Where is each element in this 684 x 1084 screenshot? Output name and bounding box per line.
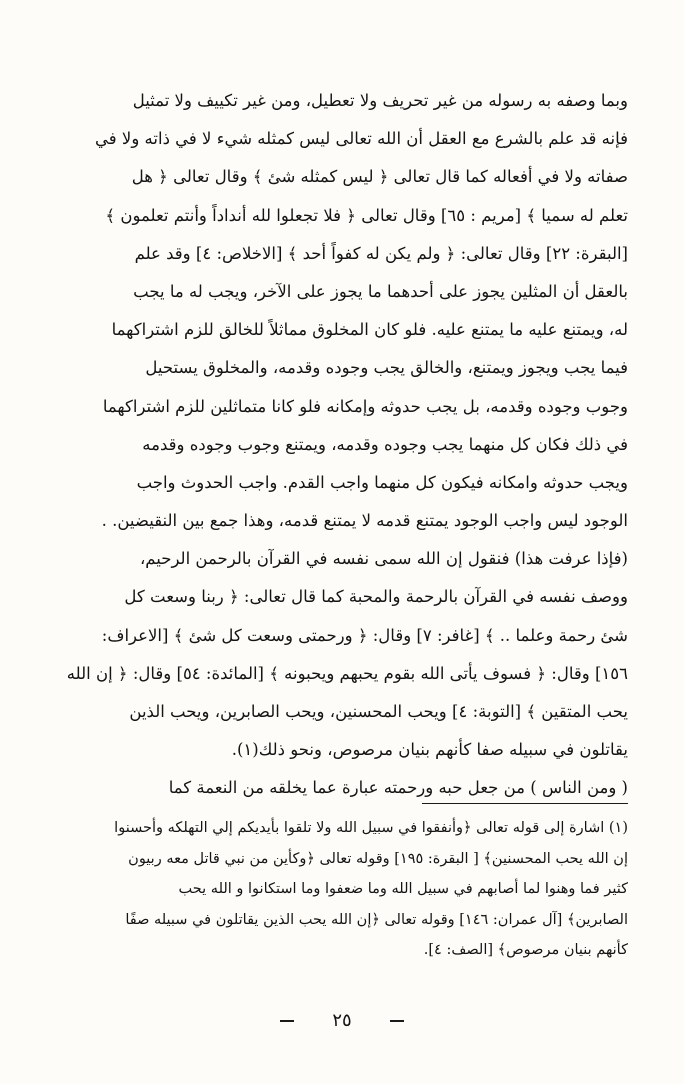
page-number-dash [280,1020,294,1022]
footnote [56,813,628,966]
text-line: الوجود ليس واجب الوجود يمتنع قدمه لا يمتنع قدمه، وهذا جمع بين النقيضين. . [101,511,628,531]
footnote-separator [422,803,628,804]
text-line: له، ويمتنع عليه ما يمتنع عليه. فلو كان المخلوق مماثلاً للخالق للزم اشتراكهما [111,320,628,340]
text-line: يحب المتقين ﴾ [التوبة: ٤] ويحب المحسنين، ويحب الصابرين، ويحب الذين [129,702,628,721]
text-line: صفاته ولا في أفعاله كما قال تعالى ﴿ ليس كمثله شئ ﴾ وقال تعالى ﴿ هل [131,167,628,187]
text-line: بالعقل أن المثلين يجوز على أحدهما ما يجوز على الآخر، ويجب له ما يجب [133,281,628,301]
text-line: ويجب حدوثه وامكانه فيكون كل منهما واجب القدم. واجب الحدوث واجب [136,472,628,492]
footnote-line: كثير فما وهنوا لما أصابهم في سبيل الله وما ضعفوا وما استكانوا و الله يحب [178,881,628,898]
page-number: ٢٥ [332,1010,352,1031]
text-line: ووصف نفسه في القرآن بالرحمة والمحبة كما قال تعالى: ﴿ ربنا وسعت كل [124,587,628,607]
text-line: شئ رحمة وعلما .. ﴾ [غافر: ٧] وقال: ﴿ ورحمتى وسعت كل شئ ﴾ [الاعراف: [101,625,628,645]
text-line: فيما يجب ويجوز ويمتنع، والخالق يجب وجوده وقدمه، والمخلوق يستحيل [145,358,628,378]
text-line: ١٥٦] وقال: ﴿ فسوف يأتى الله بقوم يحبهم ويحبونه ﴾ [المائدة: ٥٤] وقال: ﴿ إن الله [66,663,628,683]
text-line: يقاتلون في سبيله صفا كأنهم بنيان مرصوص، ونحو ذلك(١). [231,740,628,760]
text-line: فإنه قد علم بالشرع مع العقل أن الله تعالى ليس كمثله شيء لا في ذاته ولا في [95,129,628,149]
text-line: في ذلك فكان كل منهما يجب وجوده وقدمه، ويمتنع وجوب وجوده وقدمه [142,434,628,454]
footnote-line: كأنهم بنيان مرصوص﴾ [الصف: ٤]. [423,942,628,959]
text-line: تعلم له سميا ﴾ [مريم : ٦٥] وقال تعالى ﴿ فلا تجعلوا لله أنداداً وأنتم تعلمون ﴾ [105,205,628,225]
text-line: (فإذا عرفت هذا) فنقول إن الله سمى نفسه في القرآن بالرحمن الرحيم، [139,549,628,569]
footnote-line: إن الله يحب المحسنين﴾ [ البقرة: ١٩٥] وقوله تعالى ﴿وكأين من نبي قاتل معه ربيون [128,850,628,867]
text-line: ( ومن الناس ) من جعل حبه ورحمته عبارة عما يخلقه من النعمة كما [168,778,628,798]
page-number-area [280,1010,404,1031]
footnote-line: (١) اشارة إلى قوله تعالى ﴿وأنفقوا في سبيل الله ولا تلقوا بأيديكم إلي التهلكه وأحسنوا [114,820,628,836]
text-line: وبما وصفه به رسوله من غير تحريف ولا تعطيل، ومن غير تكييف ولا تمثيل [132,91,628,110]
page-number-dash [390,1020,404,1022]
footnote-line: الصابرين﴾ [آل عمران: ١٤٦] وقوله تعالى ﴿إن الله يحب الذين يقاتلون في سبيله صفًا [125,911,628,928]
text-line: وجوب وجوده وقدمه، بل يجب حدوثه وإمكانه فلو كانا متماثلين للزم اشتراكهما [102,396,628,416]
text-line: [البقرة: ٢٢] وقال تعالى: ﴿ ولم يكن له كفواً أحد ﴾ [الاخلاص: ٤] وقد علم [134,243,628,263]
main-text [56,82,628,808]
